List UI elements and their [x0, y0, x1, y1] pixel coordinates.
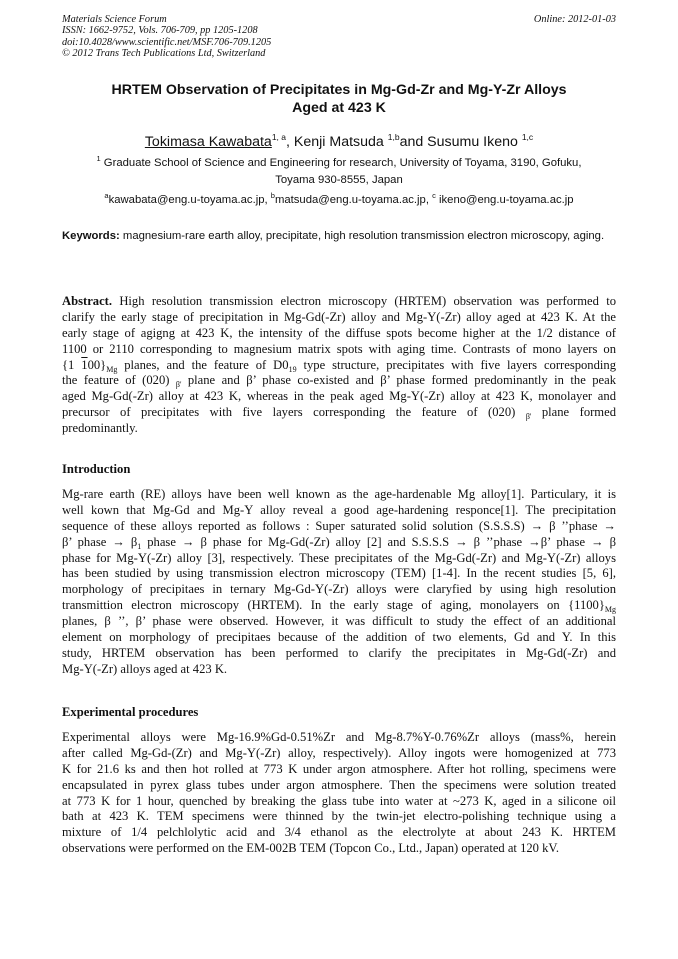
abstract-line — [62, 373, 616, 389]
abstract-line — [62, 405, 616, 421]
abstract — [62, 294, 616, 437]
intro-text: phase → β phase for Mg-Gd(-Zr) alloy [2] and S.S.S.S → β ’’phase →β’ phase → β — [141, 534, 616, 549]
abstract-line — [62, 358, 616, 374]
subscript: 19 — [288, 364, 297, 374]
author-emails — [62, 192, 616, 209]
copyright-line: © 2012 Trans Tech Publications Ltd, Switzerland — [62, 48, 266, 60]
exp-line: at 773 K for 1 hour, quenched by breaking the glass tube into water at ~273 K, aged in a silicone oil — [62, 793, 616, 808]
doi-line: doi:10.4028/www.scientific.net/MSF.706-709.1205 — [62, 36, 272, 48]
abstract-text: planes, and the feature of D0 — [117, 357, 289, 372]
intro-line: Mg-rare earth (RE) alloys have been well known as the age-hardenable Mg alloy[1]. Particulary, it is — [62, 487, 616, 501]
intro-line: element on morphology of precipitaes because of the addition of two elements, Gd and Y. In this — [62, 630, 616, 645]
exp-line: K for 21.6 ks and then hot rolled at 773 K under argon atmosphere. After hot rolling, specimens were — [62, 761, 616, 776]
email-a-sup: a — [104, 191, 109, 200]
abstract-line: early stage of agigng at 423 K, the intensity of the diffuse spots become higher at the 1/2 distance of — [62, 325, 616, 340]
experimental-heading: Experimental procedures — [62, 705, 199, 719]
email-b-sup: b — [270, 191, 275, 200]
abstract-text: 00} — [87, 357, 107, 372]
email-c: ikeno@eng.u-toyama.ac.jp — [435, 194, 574, 206]
abstract-line: clarify the early stage of precipitation in Mg-Gd(-Zr) alloy and Mg-Y(-Zr) alloy aged at 423 K. At the — [62, 309, 616, 324]
abstract-text: type structure, precipitates with five layers corresponding — [296, 357, 616, 372]
abstract-text: plane and β’ phase co-existed and β’ phase formed predominantly in the peak — [181, 373, 617, 388]
abstract-line: predominantly. — [62, 421, 138, 436]
online-date: Online: 2012-01-03 — [533, 14, 616, 25]
email-c-sup: c — [432, 191, 436, 200]
abstract-line — [62, 294, 616, 310]
subscript: 1 — [137, 541, 142, 551]
paper-title — [62, 81, 616, 117]
intro-line — [62, 598, 616, 614]
subscript: Mg — [604, 605, 616, 615]
title-line-1: HRTEM Observation of Precipitates in Mg-Gd-Zr and Mg-Y-Zr Alloys — [111, 82, 567, 98]
email-a: kawabata@eng.u-toyama.ac.jp, — [108, 194, 271, 206]
experimental-body — [62, 730, 616, 857]
abstract-text: High resolution transmission electron microscopy (HRTEM) observation was performed to — [112, 294, 616, 308]
intro-line: has been studied by using transmission electron microscopy (TEM) [1-4]. In the recent studies [5, 6], — [62, 566, 616, 581]
intro-text: β’ phase → β — [62, 534, 138, 549]
abstract-text: plane formed — [531, 405, 616, 420]
keywords-label: Keywords: — [62, 230, 120, 242]
introduction-body — [62, 487, 616, 678]
author-3-sup: 1,c — [521, 132, 534, 142]
affiliation — [62, 155, 616, 189]
exp-line: encapsulated in pyrex glass tubes under argon atmosphere. Then the specimens were solution treated — [62, 777, 616, 792]
subscript: β' — [175, 380, 182, 390]
intro-line: sequence of these alloys reported as follows : Super saturated solid solution (S.S.S.S) → β ’’phase → — [62, 518, 616, 533]
intro-line: study, HRTEM observation has been performed to clarify the precipitates in Mg-Gd(-Zr) and — [62, 645, 616, 660]
intro-line: well kown that Mg-Gd and Mg-Y alloy reveal a good age-hardening responce[1]. The precipitation — [62, 502, 616, 517]
abstract-text: the feature of (020) — [62, 373, 176, 388]
intro-line: phase for Mg-Y(-Zr) alloy [3], respectively. These precipitates of the Mg-Gd(-Zr) and Mg-Y(-Zr) alloys — [62, 550, 616, 565]
intro-line: Mg-Y(-Zr) alloys aged at 423 K. — [62, 661, 228, 676]
exp-line: observations were performed on the EM-002B TEM (Topcon Co., Ltd., Japan) operated at 120 kV. — [62, 841, 560, 856]
subscript: Mg — [106, 364, 118, 374]
author-1: Tokimasa Kawabata — [144, 134, 272, 150]
intro-line: planes, β ’’, β’ phase were observed. However, it was difficult to study the effect of an additional — [62, 614, 616, 629]
author-2-sup: 1,b — [387, 132, 400, 142]
abstract-text: precursor of precipitates with five layers corresponding the feature of (020) — [62, 405, 526, 420]
affiliation-sup: 1 — [96, 154, 101, 163]
intro-line — [62, 535, 616, 551]
author-1-sup: 1, a — [271, 132, 286, 142]
affiliation-line-2: Toyama 930-8555, Japan — [275, 174, 403, 186]
issn-line: ISSN: 1662-9752, Vols. 706-709, pp 1205-1208 — [62, 25, 258, 37]
intro-line: morphology of precipitaes in ternary Mg-Gd-Y(-Zr) alloys were claryfied by using high resolution — [62, 582, 616, 597]
exp-line: after called Mg-Gd-(Zr) and Mg-Y(-Zr) alloy, respectively). Alloy ingots were homogenized at 773 — [62, 745, 616, 760]
exp-line: mixture of 1/4 pelchlolytic acid and 3/4 ethanol as the electrolyte at about 243 K. HRTEM — [62, 825, 616, 840]
author-3: and Susumu Ikeno — [399, 134, 522, 150]
abstract-label: Abstract. — [62, 294, 113, 308]
title-line-2: Aged at 423 K — [292, 100, 386, 116]
keywords-text: magnesium-rare earth alloy, precipitate, high resolution transmission electron microscopy, aging. — [119, 230, 605, 242]
exp-line: Experimental alloys were Mg-16.9%Gd-0.51%Zr and Mg-8.7%Y-0.76%Zr alloys (mass%, herein — [62, 730, 616, 744]
abstract-text: 1 — [81, 357, 88, 372]
author-list — [62, 133, 616, 151]
keywords — [62, 228, 616, 245]
journal-header — [62, 14, 616, 60]
affiliation-line-1: Graduate School of Science and Engineering for research, University of Toyama, 3190, Gofuku, — [100, 157, 582, 169]
journal-name: Materials Science Forum — [62, 14, 167, 25]
intro-text: transmittion electron microscopy (HRTEM). In the early stage of aging, monolayers on {1100} — [62, 598, 605, 613]
author-2: , Kenji Matsuda — [286, 134, 388, 150]
exp-line: bath at 423 K. TEM specimens were thinned by the twin-jet electro-polishing technique using a — [62, 809, 616, 824]
abstract-line: 1100 or 2110 corresponding to magnesium matrix spots with aging time. Contrasts of mono layers on — [62, 341, 616, 356]
abstract-line: aged Mg-Gd(-Zr) alloy at 423 K, whereas in the peak aged Mg-Y(-Zr) alloy at 423 K, monolayer and — [62, 389, 616, 404]
abstract-text: {1 — [62, 357, 82, 372]
introduction-heading: Introduction — [62, 462, 131, 476]
subscript: β' — [525, 412, 532, 422]
email-b: matsuda@eng.u-toyama.ac.jp, — [274, 194, 433, 206]
